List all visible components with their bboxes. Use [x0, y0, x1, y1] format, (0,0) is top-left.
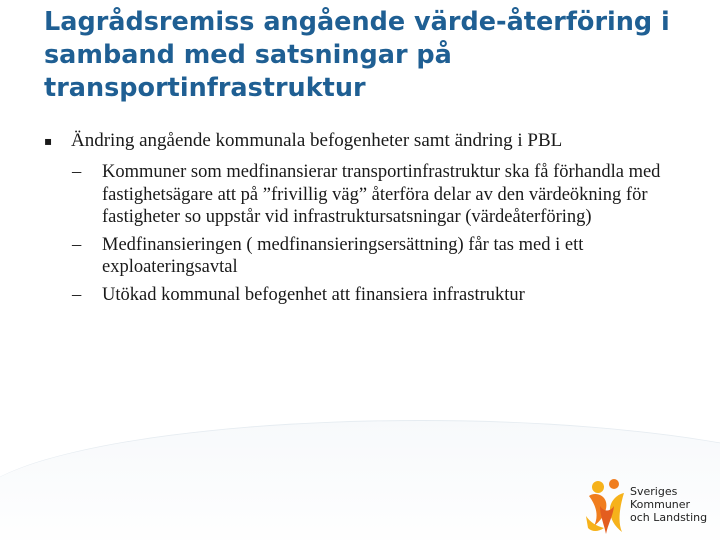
- logo-line-1: Sveriges: [630, 485, 678, 498]
- dash-bullet-icon: –: [72, 284, 82, 305]
- slide-content: [44, 130, 684, 311]
- sub-item: [44, 161, 684, 229]
- skl-logo: [584, 476, 714, 538]
- dash-bullet-icon: –: [72, 162, 82, 182]
- square-bullet-icon: ▪: [44, 134, 53, 148]
- bullet-item: [44, 130, 684, 152]
- sub-item-text: Utökad kommunal befogenhet att finansiera infrastruktur: [102, 284, 525, 305]
- bullet-text: Ändring angående kommunala befogenheter samt ändring i PBL: [71, 130, 563, 151]
- sub-item-text: Kommuner som medfinansierar transportinfrastruktur ska få förhandla med fastighetsägare att på ”frivillig väg” återföra delar av den värdeökning för fastigheter so uppstår vid infrastruktursatsningar (värdeåterföring): [102, 162, 661, 227]
- slide-title: Lagrådsremiss angående värde-återföring i samband med satsningar på transportinfrastruktur: [44, 7, 670, 103]
- sub-item-text: Medfinansieringen ( medfinansieringsersättning) får tas med i ett exploateringsavtal: [102, 234, 584, 277]
- logo-line-3: och Landsting: [630, 511, 708, 524]
- skl-emblem-icon: [584, 476, 630, 538]
- dash-bullet-icon: –: [72, 234, 82, 255]
- sub-item: [44, 284, 684, 307]
- sub-list: [44, 161, 684, 306]
- logo-text: [630, 485, 707, 524]
- sub-item: [44, 234, 684, 279]
- logo-line-2: Kommuner: [630, 498, 691, 511]
